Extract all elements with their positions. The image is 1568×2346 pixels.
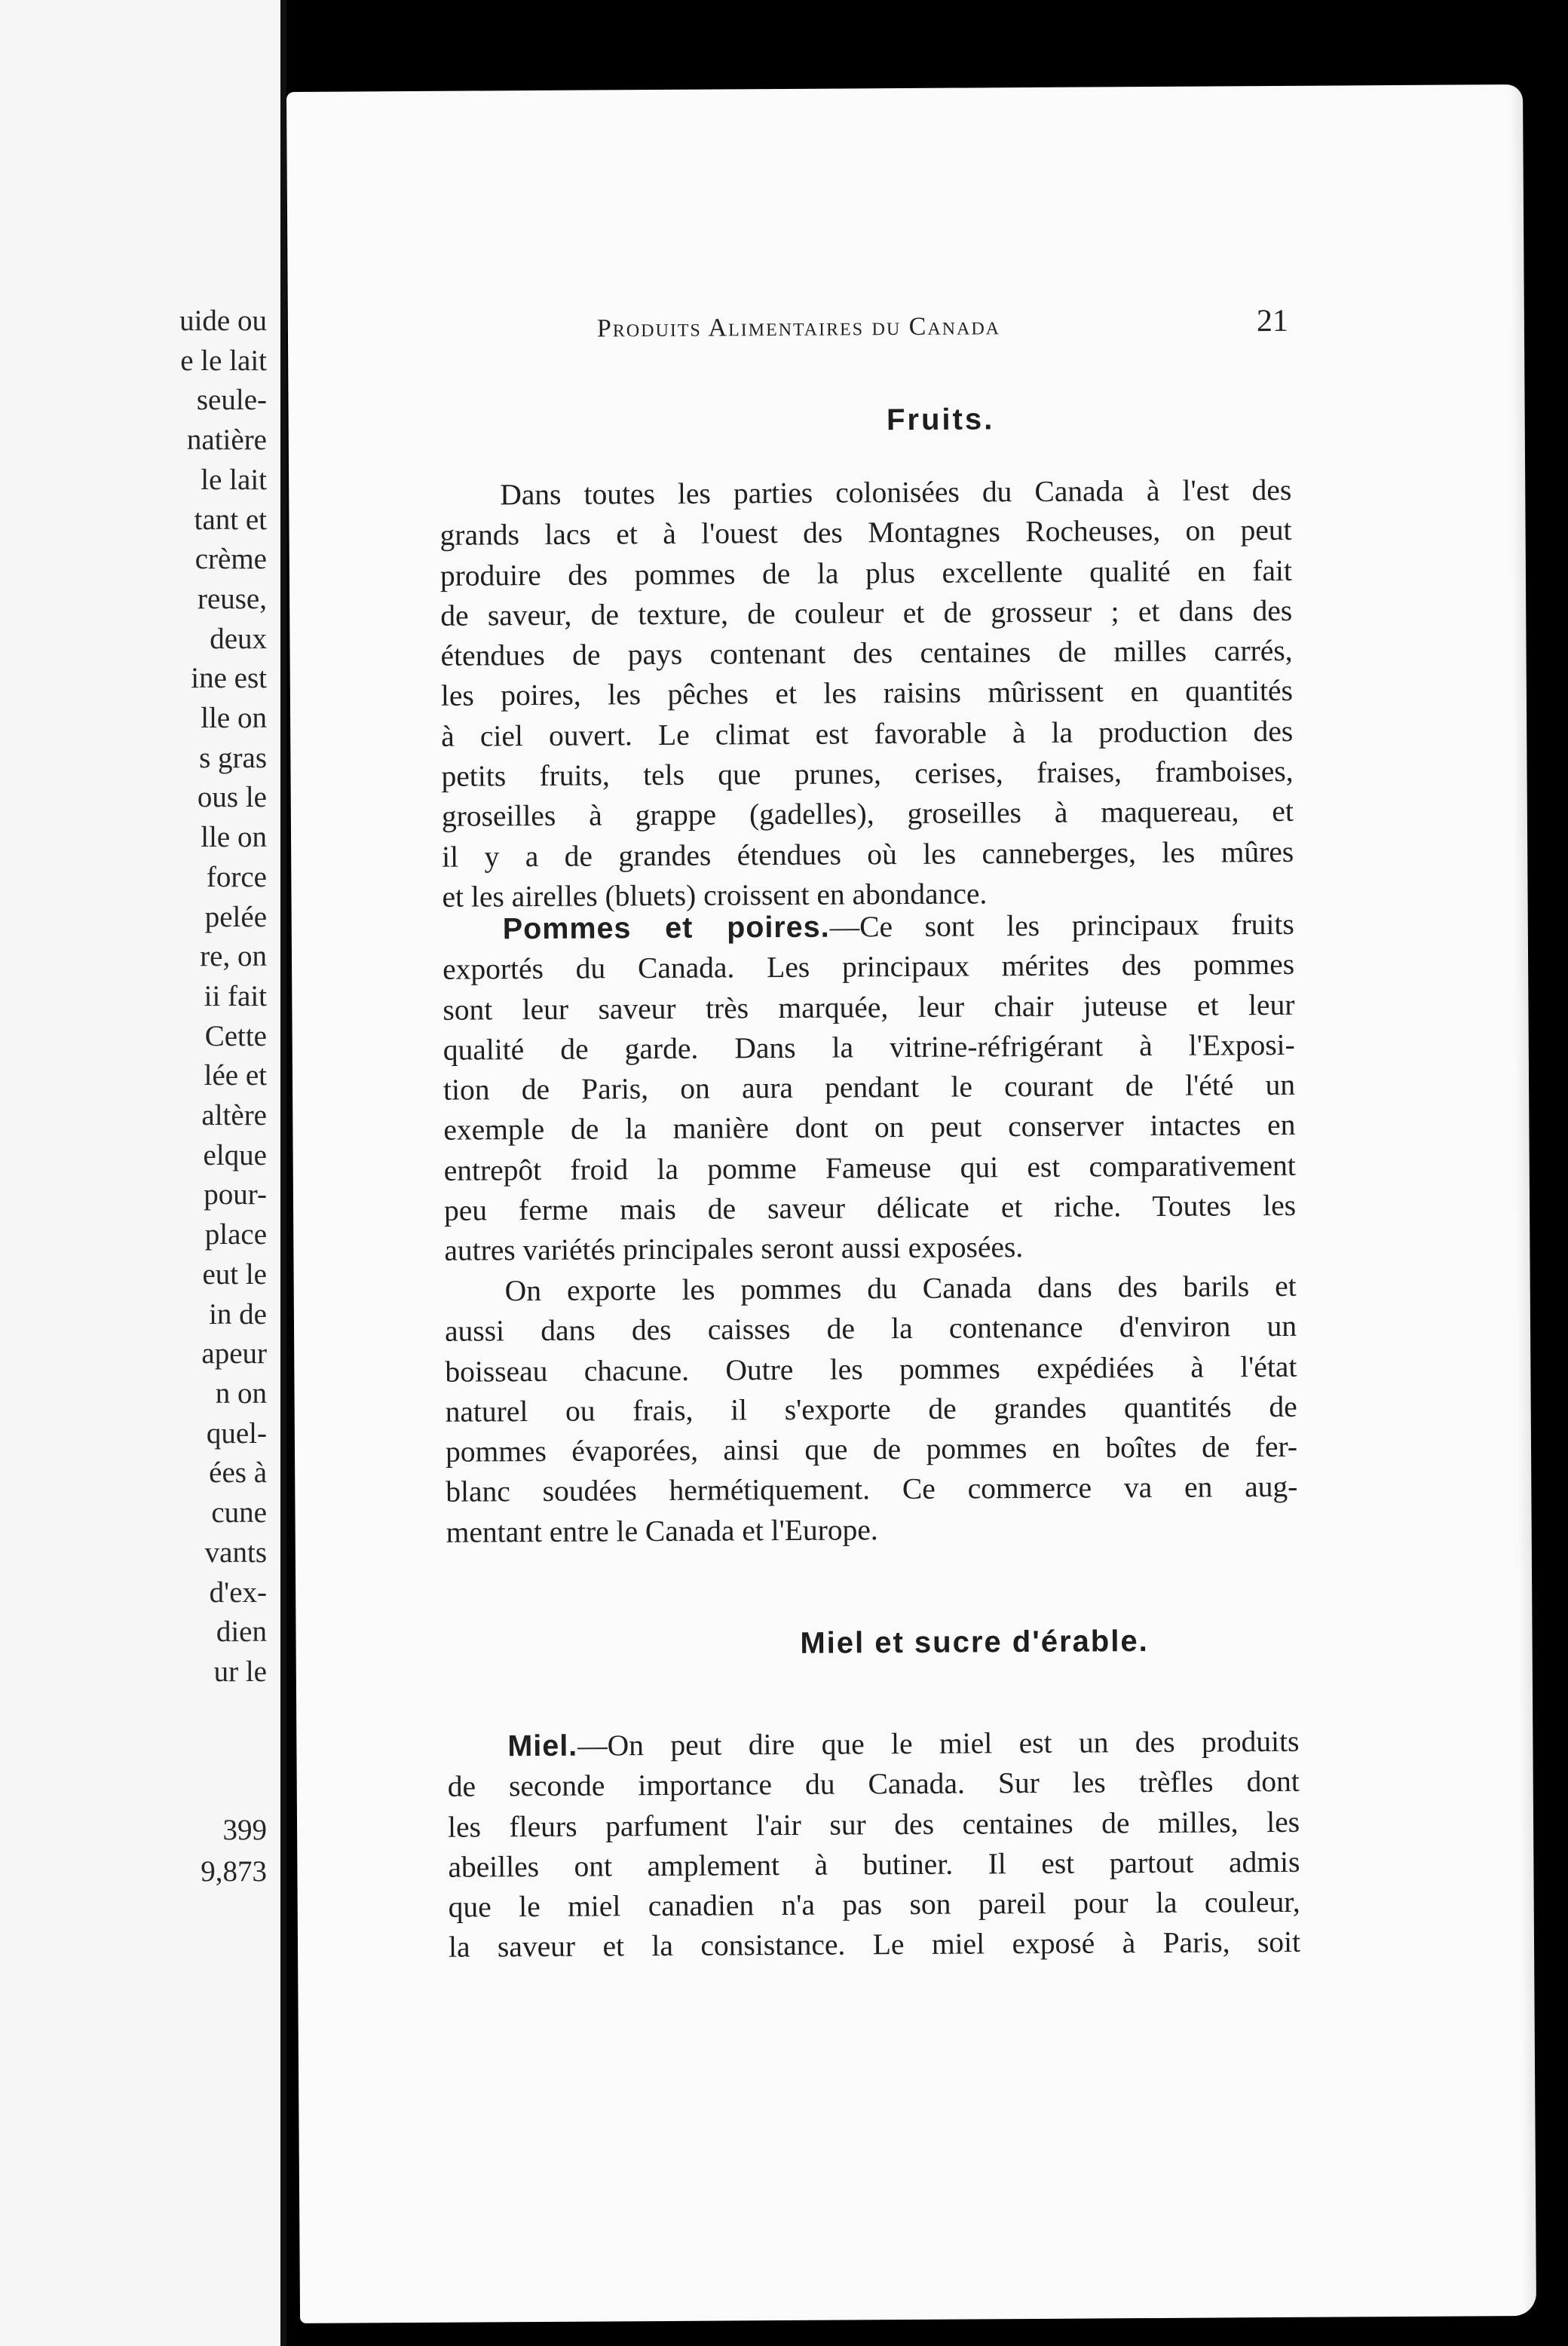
text-line: étendues de pays contenant des centaines de milles carrés, xyxy=(440,634,1293,672)
text-line: ii fait xyxy=(204,979,267,1012)
document-page xyxy=(286,84,1536,2323)
page-number: 21 xyxy=(1256,303,1289,339)
text-line: Dans toutes les parties colonisées du Canada à l'est des xyxy=(500,473,1292,512)
paragraph-first-line xyxy=(443,905,1294,950)
text-line: in de xyxy=(209,1297,267,1331)
text-line: quel- xyxy=(206,1416,267,1450)
text-line: les poires, les pêches et les raisins mûrissent en quantités xyxy=(440,674,1294,713)
page-edge-shadow xyxy=(1509,84,1536,2316)
book-gutter xyxy=(280,0,286,2346)
previous-page-fragment xyxy=(0,0,283,2346)
text-line: de saveur, de texture, de couleur et de grosseur ; et dans des xyxy=(440,593,1293,632)
text-line: uide ou xyxy=(179,305,267,337)
text-line: tant et xyxy=(194,503,267,536)
text-line: seule- xyxy=(196,384,267,417)
text-line: naturel ou frais, il s'exporte de grandes quantités de xyxy=(445,1389,1297,1429)
text-line: exemple de la manière dont on peut conserver intactes en xyxy=(443,1108,1296,1147)
text-line: e le lait xyxy=(180,344,267,377)
text-line: re, on xyxy=(200,940,267,973)
text-line: les fleurs parfument l'air sur des centaines de milles, les xyxy=(447,1805,1300,1844)
text-line: tion de Paris, on aura pendant le courant de l'été un xyxy=(443,1068,1296,1107)
text-line: aussi dans des caisses de la contenance d'environ un xyxy=(444,1309,1297,1349)
text-line: entrepôt froid la pomme Fameuse qui est comparativement xyxy=(443,1148,1296,1187)
text-line: autres variétés principales seront aussi exposées. xyxy=(444,1230,1024,1268)
text-line: petits fruits, tels que prunes, cerises, fraises, framboises, xyxy=(441,754,1294,793)
text-line: pour- xyxy=(204,1178,267,1211)
text-line: blanc soudées hermétiquement. Ce commerce va en aug- xyxy=(446,1470,1298,1509)
text-line: ées à xyxy=(209,1456,267,1490)
text-line: lle on xyxy=(201,702,267,735)
text-line: reuse, xyxy=(197,582,267,615)
previous-page-number-2: 9,873 xyxy=(201,1855,267,1888)
text-line: dien xyxy=(216,1616,267,1649)
text-line: que le miel canadien n'a pas son pareil pour la couleur, xyxy=(448,1885,1300,1924)
text-line: mentant entre le Canada et l'Europe. xyxy=(446,1513,878,1549)
paragraph-pommes-et-poires xyxy=(443,905,1297,1272)
running-head: Produits Alimentaires du Canada xyxy=(596,312,1001,343)
paragraph-first-line xyxy=(447,1722,1299,1767)
text-line: elque xyxy=(203,1138,267,1171)
text-line: boisseau chacune. Outre les pommes expédiées à l'état xyxy=(445,1349,1297,1389)
text-line: force xyxy=(206,860,267,893)
text-line: n on xyxy=(215,1377,267,1410)
previous-page-number-1: 399 xyxy=(222,1814,267,1846)
text-line: altère xyxy=(201,1099,267,1132)
previous-page-text xyxy=(18,302,267,1692)
text-line: ous le xyxy=(197,781,267,814)
text-line: groseilles à grappe (gadelles), groseilles à maquereau, et xyxy=(441,795,1294,834)
text-line: natière xyxy=(186,424,267,457)
text-line: Cette xyxy=(204,1019,267,1052)
text-line: place xyxy=(204,1218,267,1251)
text-line: lée et xyxy=(204,1059,267,1092)
text-line: le lait xyxy=(201,463,267,496)
paragraph-miel xyxy=(447,1722,1300,1968)
paragraph-exportation-pommes xyxy=(445,1266,1298,1553)
text-line: exportés du Canada. Les principaux mérites des pommes xyxy=(442,948,1295,987)
section-title-miel: Miel et sucre d'érable. xyxy=(800,1625,1149,1660)
paragraph-lead-pommes-et-poires: Pommes et poires. xyxy=(502,910,830,946)
text-line: la saveur et la consistance. Le miel exposé à Paris, soit xyxy=(448,1925,1301,1965)
text-line: apeur xyxy=(201,1337,267,1371)
text-line: cune xyxy=(211,1496,267,1530)
text-line: qualité de garde. Dans la vitrine-réfrigérant à l'Exposi- xyxy=(443,1028,1295,1067)
text-line: sont leur saveur très marquée, leur chair juteuse et leur xyxy=(443,988,1295,1027)
text-line: pommes évaporées, ainsi que de pommes en boîtes de fer- xyxy=(445,1430,1298,1469)
text-line: vants xyxy=(204,1536,267,1569)
text-line: il y a de grandes étendues où les canneberges, les mûres xyxy=(442,835,1294,874)
text-line: pelée xyxy=(204,900,267,933)
text-line: eut le xyxy=(202,1257,267,1291)
text-line: On exporte les pommes du Canada dans des barils et xyxy=(504,1269,1297,1308)
paragraph-first-line-text: —Ce sont les principaux fruits xyxy=(829,907,1294,944)
text-line: crème xyxy=(194,543,267,576)
text-line: à ciel ouvert. Le climat est favorable à la production des xyxy=(441,714,1294,753)
text-line: deux xyxy=(210,622,267,655)
text-line: grands lacs et à l'ouest des Montagnes Rocheuses, on peut xyxy=(439,513,1292,553)
text-line: s gras xyxy=(199,741,267,774)
text-line: produire des pommes de la plus excellente qualité en fait xyxy=(439,553,1293,593)
text-line: et les airelles (bluets) croissent en abondance. xyxy=(442,877,988,914)
text-line: d'ex- xyxy=(209,1576,267,1609)
text-line: ur le xyxy=(213,1655,267,1688)
text-line: peu ferme mais de saveur délicate et riche. Toutes les xyxy=(443,1188,1297,1227)
text-line: abeilles ont amplement à butiner. Il est partout admis xyxy=(448,1845,1300,1884)
paragraph-first-line-text: —On peut dire que le miel est un des produits xyxy=(577,1724,1300,1763)
section-title-fruits: Fruits. xyxy=(886,403,995,437)
text-line: ine est xyxy=(191,662,267,695)
paragraph-lead-miel: Miel. xyxy=(507,1729,578,1763)
text-line: de seconde importance du Canada. Sur les trèfles dont xyxy=(447,1765,1300,1804)
text-line: lle on xyxy=(201,821,267,854)
paragraph-fruits-intro xyxy=(439,470,1294,917)
